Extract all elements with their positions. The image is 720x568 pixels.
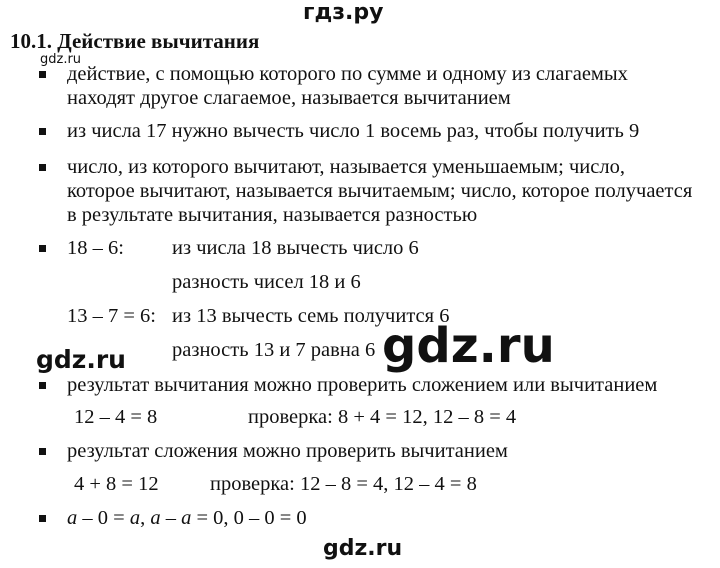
example-1-expression: 18 – 6: — [67, 237, 124, 259]
example-2-reading-2: разность 13 и 7 равна 6 — [172, 339, 376, 361]
list-bullet — [39, 382, 46, 389]
section-title: 10.1. Действие вычитания — [10, 29, 260, 53]
check-addition-proof: проверка: 12 – 8 = 4, 12 – 4 = 8 — [210, 473, 477, 495]
subtract-17-line: из числа 17 нужно вычесть число 1 восемь раз, чтобы получить 9 — [67, 120, 640, 142]
check-subtraction-expression: 12 – 4 = 8 — [74, 406, 158, 428]
check-addition-text: результат сложения можно проверить вычитанием — [67, 440, 508, 462]
check-subtraction-text: результат вычитания можно проверить сложением или вычитанием — [67, 374, 658, 396]
watermark-small-left: gdz.ru — [40, 52, 82, 67]
names-line-3: в результате вычитания, называется разностью — [67, 204, 478, 226]
watermark-top: гдз.ру — [303, 0, 384, 25]
zero-rule-part: , — [140, 507, 151, 529]
zero-rule-part: – 0 = — [77, 507, 130, 529]
list-bullet — [39, 164, 46, 171]
variable-a: a — [181, 507, 192, 529]
list-bullet — [39, 448, 46, 455]
variable-a: a — [150, 507, 161, 529]
list-bullet — [39, 245, 46, 252]
variable-a: a — [67, 507, 78, 529]
watermark-mid-left: gdz.ru — [36, 345, 126, 374]
zero-rule-part: = 0, 0 – 0 = 0 — [191, 507, 307, 529]
definition-line-2: находят другое слагаемое, называется вычитанием — [67, 87, 511, 109]
example-1-reading-1: из числа 18 вычесть число 6 — [172, 237, 419, 259]
example-1-reading-2: разность чисел 18 и 6 — [172, 271, 361, 293]
check-addition-expression: 4 + 8 = 12 — [74, 473, 159, 495]
list-bullet — [39, 128, 46, 135]
watermark-big-center: gdz.ru — [382, 318, 555, 374]
watermark-bottom: gdz.ru — [323, 536, 403, 561]
list-bullet — [39, 71, 46, 78]
list-bullet — [39, 515, 46, 522]
definition-line-1: действие, с помощью которого по сумме и одному из слагаемых — [67, 63, 628, 85]
check-subtraction-proof: проверка: 8 + 4 = 12, 12 – 8 = 4 — [248, 406, 517, 428]
variable-a: a — [129, 507, 141, 529]
zero-rules-line — [67, 506, 307, 530]
example-2-expression: 13 – 7 = 6: — [67, 305, 157, 327]
zero-rule-part: – — [160, 507, 182, 529]
names-line-1: число, из которого вычитают, называется уменьшаемым; число, — [67, 156, 625, 178]
example-2-reading-1: из 13 вычесть семь получится 6 — [172, 305, 450, 327]
names-line-2: которое вычитают, называется вычитаемым; число, которое получается — [67, 180, 693, 202]
